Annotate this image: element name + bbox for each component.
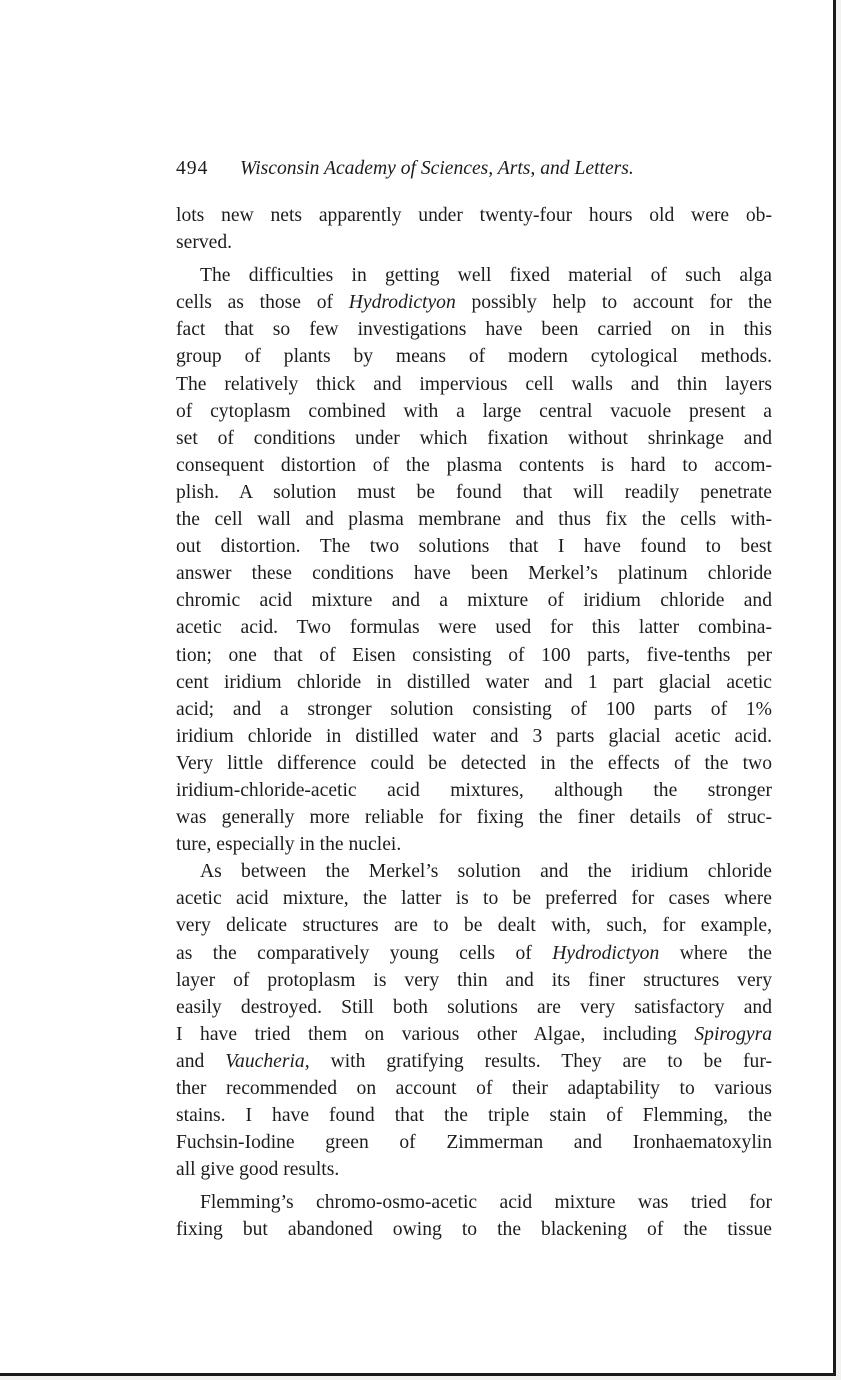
text-line: easily destroyed. Still both solutions are very satisfactory and <box>176 996 772 1018</box>
text-line: layer of protoplasm is very thin and its finer structures very <box>176 969 772 991</box>
text-line: was generally more reliable for fixing the finer details of struc- <box>176 807 772 829</box>
italic-text: Hydrodictyon <box>552 942 660 964</box>
text-line: acid; and a stronger solution consisting of 100 parts of 1% <box>176 698 772 720</box>
text-line: stains. I have found that the triple stain of Flemming, the <box>176 1105 772 1127</box>
text-line: The difficulties in getting well fixed material of such alga <box>200 265 772 287</box>
text-line: out distortion. The two solutions that I have found to best <box>176 536 772 558</box>
text-line: ture, especially in the nuclei. <box>176 834 402 856</box>
text-line: lots new nets apparently under twenty-four hours old were ob- <box>176 205 772 226</box>
text-line: fixing but abandoned owing to the blackening of the tissue <box>176 1219 772 1241</box>
text-line: consequent distortion of the plasma contents is hard to accom- <box>176 454 772 476</box>
italic-text: Vaucheria, <box>225 1050 310 1072</box>
text-line: set of conditions under which fixation without shrinkage and <box>176 427 772 449</box>
text-line: tion; one that of Eisen consisting of 100 parts, five-tenths per <box>176 644 772 666</box>
text-line: chromic acid mixture and a mixture of iridium chloride and <box>176 590 772 612</box>
text-line: Very little difference could be detected in the effects of the two <box>176 752 772 774</box>
text-line: as the comparatively young cells of Hydrodictyon where the <box>176 942 772 964</box>
paragraph <box>176 1189 772 1243</box>
page-number: 494 <box>176 158 209 179</box>
text-line: and Vaucheria, with gratifying results. They are to be fur- <box>176 1050 772 1072</box>
text-line: cells as those of Hydrodictyon possibly help to account for the <box>176 292 772 314</box>
paragraph <box>176 262 772 858</box>
paragraph <box>176 202 772 256</box>
text-line: Fuchsin-Iodine green of Zimmerman and Ironhaematoxylin <box>176 1132 772 1154</box>
italic-text: Hydrodictyon <box>348 292 456 314</box>
text-line: of cytoplasm combined with a large central vacuole present a <box>176 400 772 422</box>
text-line: fact that so few investigations have been carried on in this <box>176 319 772 341</box>
text-line: acetic acid. Two formulas were used for this latter combina- <box>176 617 772 639</box>
running-title: Wisconsin Academy of Sciences, Arts, and Letters. <box>240 158 634 179</box>
text-line: cent iridium chloride in distilled water and 1 part glacial acetic <box>176 671 772 693</box>
text-line: ther recommended on account of their adaptability to various <box>176 1078 772 1099</box>
text-line: Flemming’s chromo-osmo-acetic acid mixture was tried for <box>200 1192 772 1214</box>
text-line: the cell wall and plasma membrane and thus fix the cells with- <box>176 509 772 531</box>
text-block <box>176 155 772 1244</box>
text-line: plish. A solution must be found that will readily penetrate <box>176 481 772 503</box>
text-line: answer these conditions have been Merkel’s platinum chloride <box>176 563 772 585</box>
text-line: served. <box>176 232 233 254</box>
text-line: all give good results. <box>176 1159 340 1181</box>
text-line: iridium chloride in distilled water and 3 parts glacial acetic acid. <box>176 725 772 747</box>
paragraph <box>176 858 772 1183</box>
text-line: iridium-chloride-acetic acid mixtures, although the stronger <box>176 779 772 801</box>
text-line: The relatively thick and impervious cell walls and thin layers <box>176 373 772 395</box>
text-line: group of plants by means of modern cytological methods. <box>176 346 772 368</box>
text-line: As between the Merkel’s solution and the iridium chloride <box>200 861 772 883</box>
text-line: acetic acid mixture, the latter is to be preferred for cases where <box>176 888 772 910</box>
text-line: I have tried them on various other Algae, including Spirogyra <box>176 1023 772 1045</box>
running-header <box>176 155 772 182</box>
text-line: very delicate structures are to be dealt with, such, for example, <box>176 915 772 937</box>
italic-text: Spirogyra <box>694 1023 772 1045</box>
